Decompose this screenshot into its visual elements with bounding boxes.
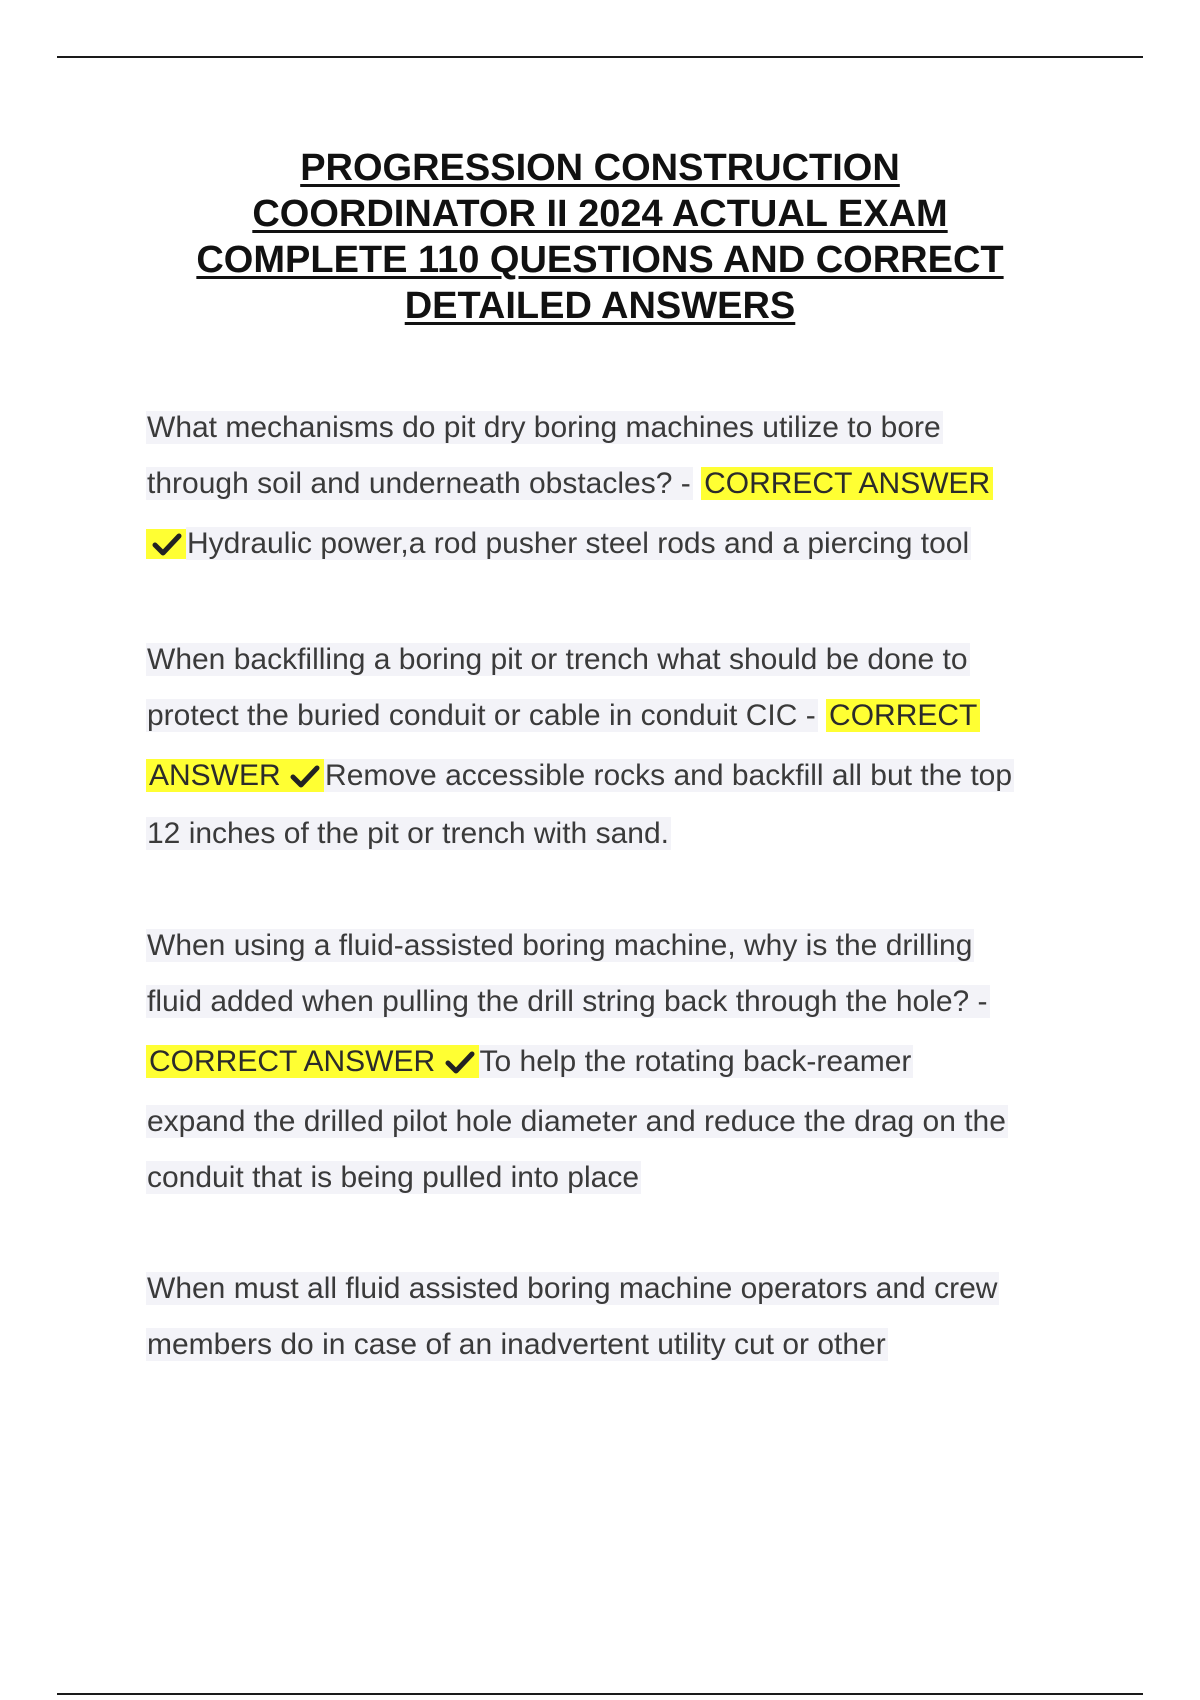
question-line: What mechanisms do pit dry boring machines utilize to bore	[147, 411, 941, 444]
bottom-rule	[57, 1693, 1143, 1695]
title-line-1: PROGRESSION CONSTRUCTION	[300, 147, 900, 189]
correct-answer-label: CORRECT ANSWER	[701, 467, 993, 500]
top-rule	[57, 56, 1143, 58]
question-line: fluid added when pulling the drill string back through the hole? -	[147, 985, 988, 1018]
checkmark-icon	[444, 1047, 476, 1077]
answer-line: 12 inches of the pit or trench with sand.	[147, 817, 669, 850]
question-line: When using a fluid-assisted boring machine, why is the drilling	[147, 929, 973, 962]
correct-answer-label-part: ANSWER	[146, 759, 324, 792]
question-line: members do in case of an inadvertent utility cut or other	[147, 1328, 886, 1361]
correct-answer-label-part: CORRECT	[826, 699, 980, 732]
title-line-3: COMPLETE 110 QUESTIONS AND CORRECT	[196, 239, 1004, 281]
checkmark-icon	[289, 761, 321, 791]
answer-line: CORRECT ANSWER To help the rotating back-reamer	[146, 1042, 913, 1082]
question-line: When must all fluid assisted boring machine operators and crew	[147, 1272, 998, 1305]
checkmark-icon	[146, 529, 186, 559]
answer-line: Hydraulic power,a rod pusher steel rods and a piercing tool	[146, 524, 971, 564]
question-line: through soil and underneath obstacles? - CORRECT ANSWER	[146, 464, 993, 504]
correct-answer-label: CORRECT ANSWER	[146, 1045, 479, 1078]
title-line-2: COORDINATOR II 2024 ACTUAL EXAM	[252, 193, 948, 235]
answer-line: ANSWER Remove accessible rocks and backfill all but the top	[146, 756, 1014, 796]
answer-line: expand the drilled pilot hole diameter and reduce the drag on the	[147, 1105, 1006, 1138]
title-line-4: DETAILED ANSWERS	[404, 285, 796, 327]
question-line: When backfilling a boring pit or trench what should be done to	[147, 643, 968, 676]
answer-line: conduit that is being pulled into place	[147, 1161, 640, 1194]
question-line: protect the buried conduit or cable in conduit CIC - CORRECT	[146, 696, 980, 736]
document-title	[100, 145, 1100, 329]
